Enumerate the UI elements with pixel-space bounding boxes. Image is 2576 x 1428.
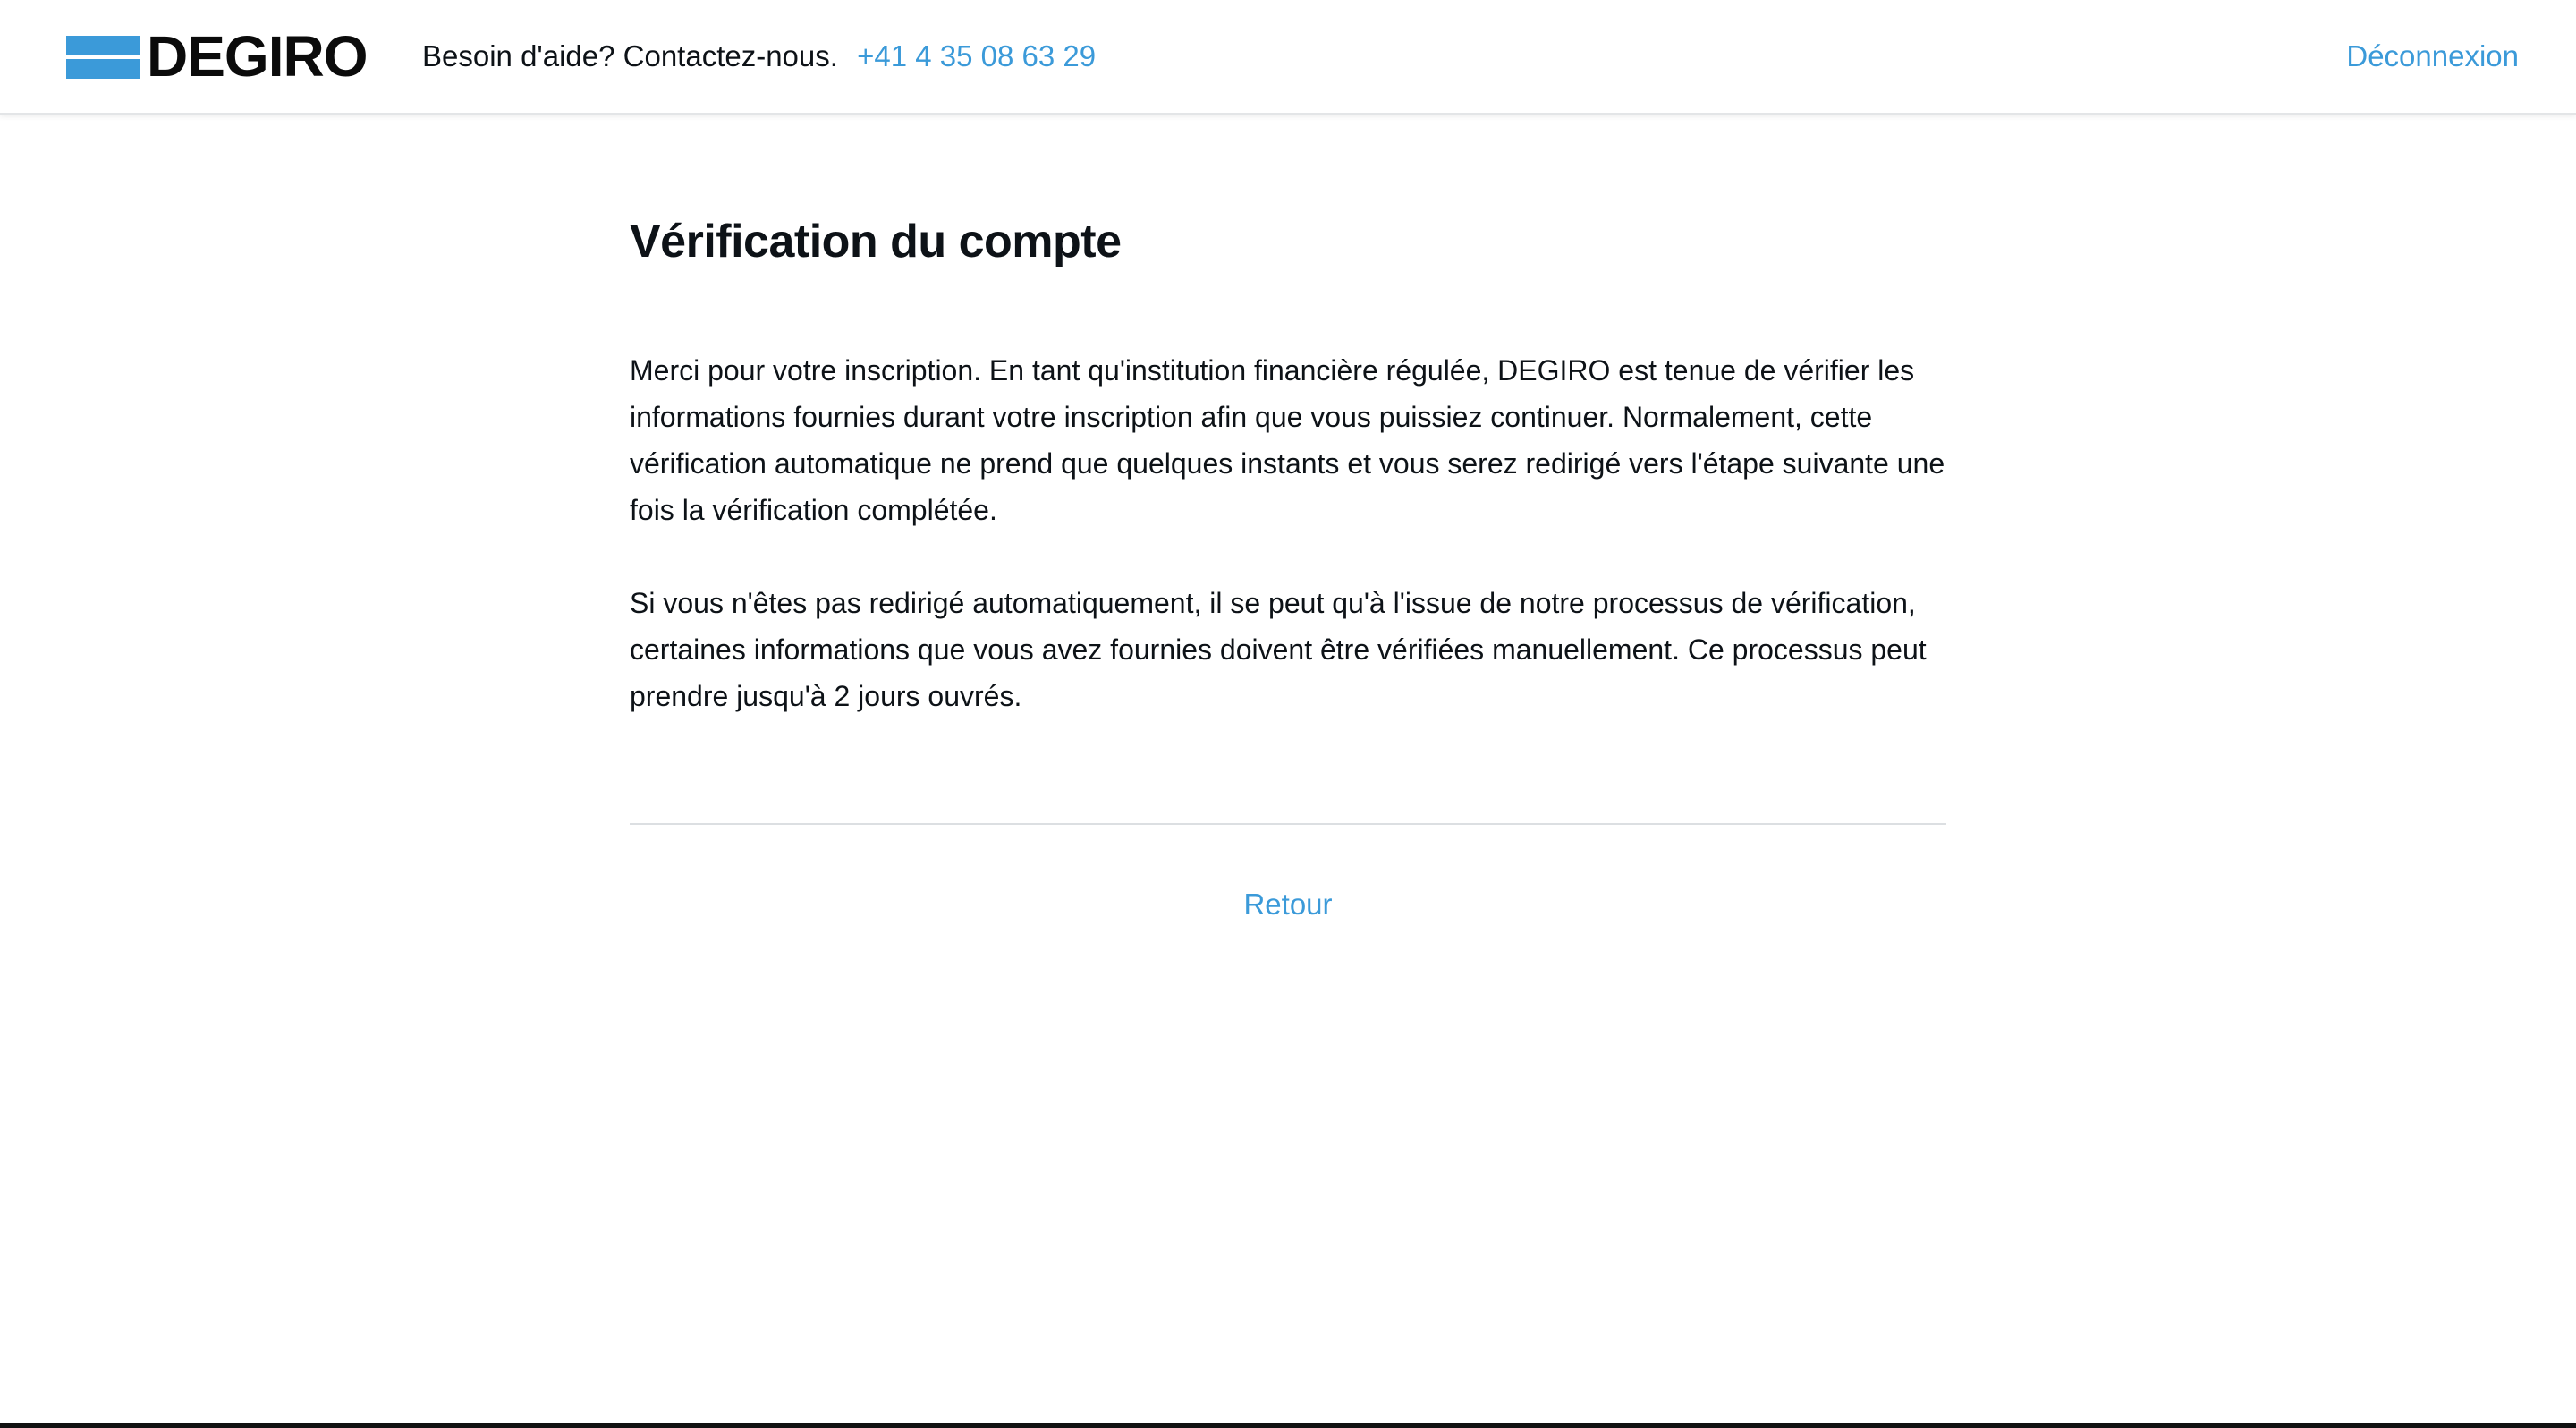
degiro-logo-icon [66, 34, 140, 79]
logo-text: DEGIRO [147, 24, 368, 89]
divider [630, 823, 1946, 825]
phone-link[interactable]: +41 4 35 08 63 29 [857, 39, 1097, 72]
help-text: Besoin d'aide? Contactez-nous. [422, 39, 838, 72]
help-contact [422, 36, 1096, 77]
intro-paragraph: Merci pour votre inscription. En tant qu'institution financière régulée, DEGIRO est tenue de vérifier les informations fournies durant votre inscription afin que vous puissiez continuer. Normalement, cette vérification automatique ne prend que quelques instants et vous serez redirigé vers l'étape suivante une fois la vérification complétée. [630, 354, 1945, 526]
window-bottom-edge [0, 1423, 2576, 1428]
top-navigation-bar [0, 0, 2576, 115]
page-title: Vérification du compte [630, 216, 1122, 268]
logout-link[interactable]: Déconnexion [2346, 39, 2519, 72]
degiro-logo[interactable] [66, 24, 368, 89]
manual-verification-paragraph: Si vous n'êtes pas redirigé automatiquement, il se peut qu'à l'issue de notre processus de vérification, certaines informations que vous avez fournies doivent être vérifiées manuellement. Ce processus peut prendre jusqu'à 2 jours ouvrés. [630, 587, 1927, 712]
back-link[interactable]: Retour [1243, 888, 1333, 921]
verification-content [630, 197, 1946, 925]
back-row [630, 884, 1946, 925]
